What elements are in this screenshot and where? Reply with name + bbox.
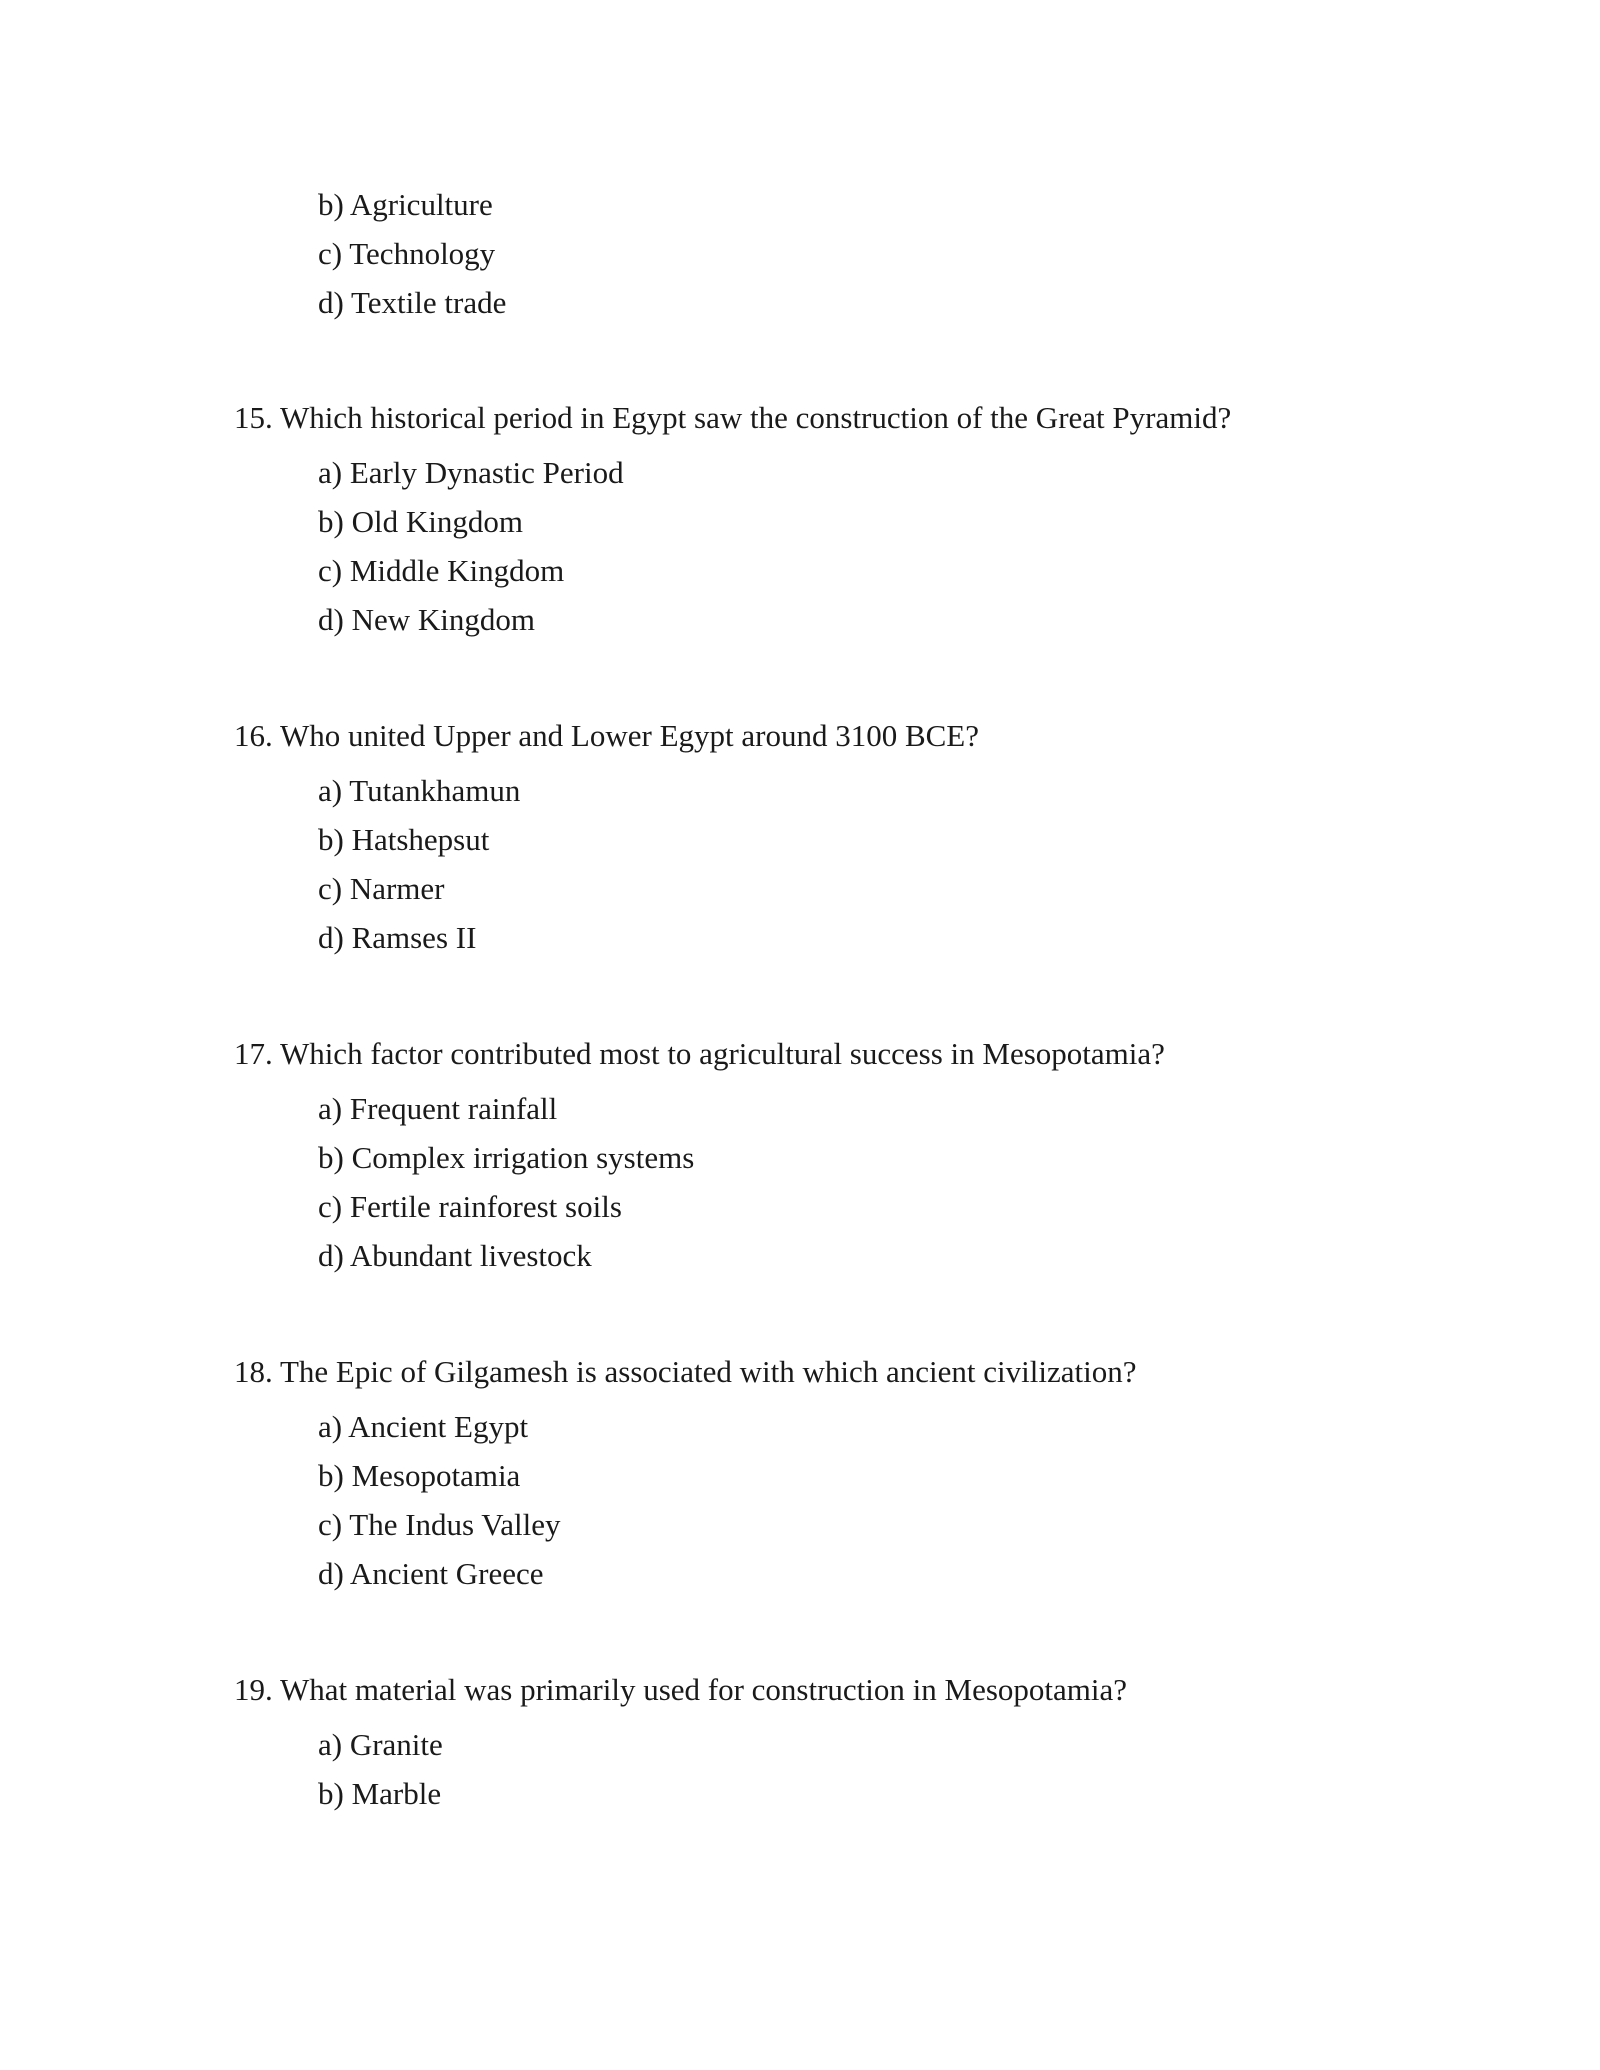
option-b: b) Complex irrigation systems bbox=[318, 1140, 695, 1175]
question-18 bbox=[234, 1352, 1136, 1598]
question-17 bbox=[234, 1034, 1165, 1280]
option-b: b) Old Kingdom bbox=[318, 504, 523, 539]
option-list bbox=[318, 1084, 1165, 1280]
option-c: c) Fertile rainforest soils bbox=[318, 1189, 622, 1224]
option-list bbox=[318, 766, 979, 962]
option-b: b) Mesopotamia bbox=[318, 1458, 521, 1493]
question-15 bbox=[234, 398, 1231, 644]
option-a: a) Early Dynastic Period bbox=[318, 455, 624, 490]
option-b: b) Marble bbox=[318, 1776, 442, 1811]
option-a: a) Tutankhamun bbox=[318, 773, 521, 808]
option-d: d) Ancient Greece bbox=[318, 1556, 544, 1591]
question-text: 19. What material was primarily used for construction in Mesopotamia? bbox=[234, 1672, 1128, 1707]
continued-options bbox=[318, 180, 506, 327]
option-list bbox=[318, 1402, 1136, 1598]
option-list bbox=[318, 1720, 1127, 1818]
option-a: a) Granite bbox=[318, 1727, 443, 1762]
option-a: a) Ancient Egypt bbox=[318, 1409, 529, 1444]
option-c: c) Technology bbox=[318, 236, 496, 271]
question-16 bbox=[234, 716, 979, 962]
option-c: c) Middle Kingdom bbox=[318, 553, 565, 588]
question-text: 17. Which factor contributed most to agricultural success in Mesopotamia? bbox=[234, 1036, 1165, 1071]
option-b: b) Hatshepsut bbox=[318, 822, 490, 857]
option-c: c) Narmer bbox=[318, 871, 445, 906]
question-text: 15. Which historical period in Egypt saw the construction of the Great Pyramid? bbox=[234, 400, 1232, 435]
option-b: b) Agriculture bbox=[318, 187, 493, 222]
option-d: d) Textile trade bbox=[318, 285, 507, 320]
question-19 bbox=[234, 1670, 1127, 1818]
question-text: 18. The Epic of Gilgamesh is associated with which ancient civilization? bbox=[234, 1354, 1137, 1389]
option-c: c) The Indus Valley bbox=[318, 1507, 561, 1542]
option-d: d) Ramses II bbox=[318, 920, 477, 955]
option-d: d) New Kingdom bbox=[318, 602, 535, 637]
option-d: d) Abundant livestock bbox=[318, 1238, 592, 1273]
option-a: a) Frequent rainfall bbox=[318, 1091, 558, 1126]
question-text: 16. Who united Upper and Lower Egypt around 3100 BCE? bbox=[234, 718, 979, 753]
option-list bbox=[318, 448, 1231, 644]
